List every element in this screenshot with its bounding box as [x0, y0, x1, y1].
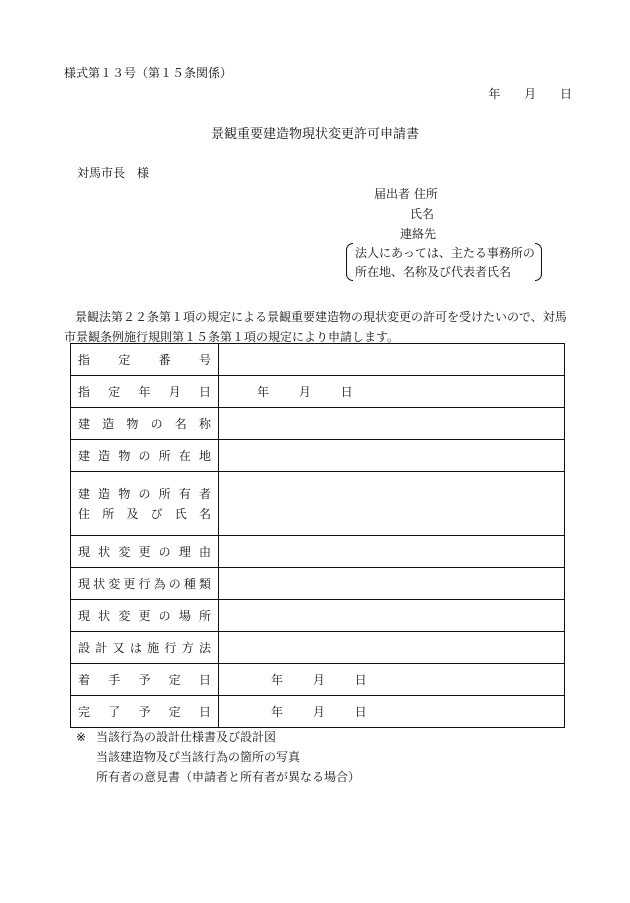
- table-row: [71, 536, 565, 568]
- row-label: 現状変更の場所: [71, 600, 219, 632]
- applicant-contact-label: 連絡先: [400, 227, 437, 241]
- table-row: [71, 632, 565, 664]
- addressee: 対馬市長 様: [77, 166, 150, 180]
- row-label: 設計又は施行方法: [71, 632, 219, 664]
- row-label: 現状変更の理由: [71, 536, 219, 568]
- start-date-field[interactable]: 年 月 日: [219, 664, 565, 696]
- note-item: 所有者の意見書（申請者と所有者が異なる場合）: [96, 770, 361, 784]
- building-name-field[interactable]: [219, 408, 565, 440]
- corporate-note-line-2: 所在地、名称及び代表者氏名: [355, 265, 512, 279]
- row-label: 着手予定日: [71, 664, 219, 696]
- applicant-name-label: 氏名: [410, 207, 435, 221]
- row-label: 完了予定日: [71, 696, 219, 728]
- note-mark: ※: [76, 730, 87, 744]
- row-label: 現状変更行為の種類: [71, 568, 219, 600]
- row-label: 指定年月日: [71, 376, 219, 408]
- document-title: 景観重要建造物現状変更許可申請書: [210, 127, 419, 142]
- note-item: 当該行為の設計仕様書及び設計図: [96, 730, 277, 744]
- applicant-address-label: 届出者 住所: [374, 187, 438, 201]
- designation-number-field[interactable]: [219, 344, 565, 376]
- corporate-note-line-1: 法人にあっては、主たる事務所の: [355, 246, 535, 260]
- date-line: 年 月 日: [488, 87, 572, 101]
- table-row: [71, 664, 565, 696]
- form-number: 様式第１３号（第１５条関係）: [64, 66, 233, 80]
- change-location-field[interactable]: [219, 600, 565, 632]
- building-location-field[interactable]: [219, 440, 565, 472]
- table-row: [71, 440, 565, 472]
- table-row: [71, 696, 565, 728]
- change-reason-field[interactable]: [219, 536, 565, 568]
- change-type-field[interactable]: [219, 568, 565, 600]
- left-bracket: [346, 243, 353, 281]
- application-table: [70, 343, 565, 728]
- table-row: [71, 408, 565, 440]
- design-method-field[interactable]: [219, 632, 565, 664]
- table-row: [71, 568, 565, 600]
- corporate-note: [346, 243, 542, 283]
- application-statement: 景観法第２２条第１項の規定による景観重要建造物の現状変更の許可を受けたいので、対馬市景観条例施行規則第１５条第１項の規定により申請します。: [64, 310, 567, 344]
- note-item: 当該建造物及び当該行為の箇所の写真: [96, 750, 301, 764]
- completion-date-field[interactable]: 年 月 日: [219, 696, 565, 728]
- right-bracket: [535, 243, 542, 281]
- row-label: 指定番号: [71, 344, 219, 376]
- row-label: 建造物の名称: [71, 408, 219, 440]
- table-row: [71, 600, 565, 632]
- designation-date-field[interactable]: 年 月 日: [219, 376, 565, 408]
- table-row: [71, 344, 565, 376]
- row-label: 建造物の所在地: [71, 440, 219, 472]
- owner-address-name-field[interactable]: [219, 472, 565, 536]
- table-row: [71, 376, 565, 408]
- table-row: [71, 472, 565, 536]
- row-label: 建造物の所有者 住所及び氏名: [71, 472, 219, 536]
